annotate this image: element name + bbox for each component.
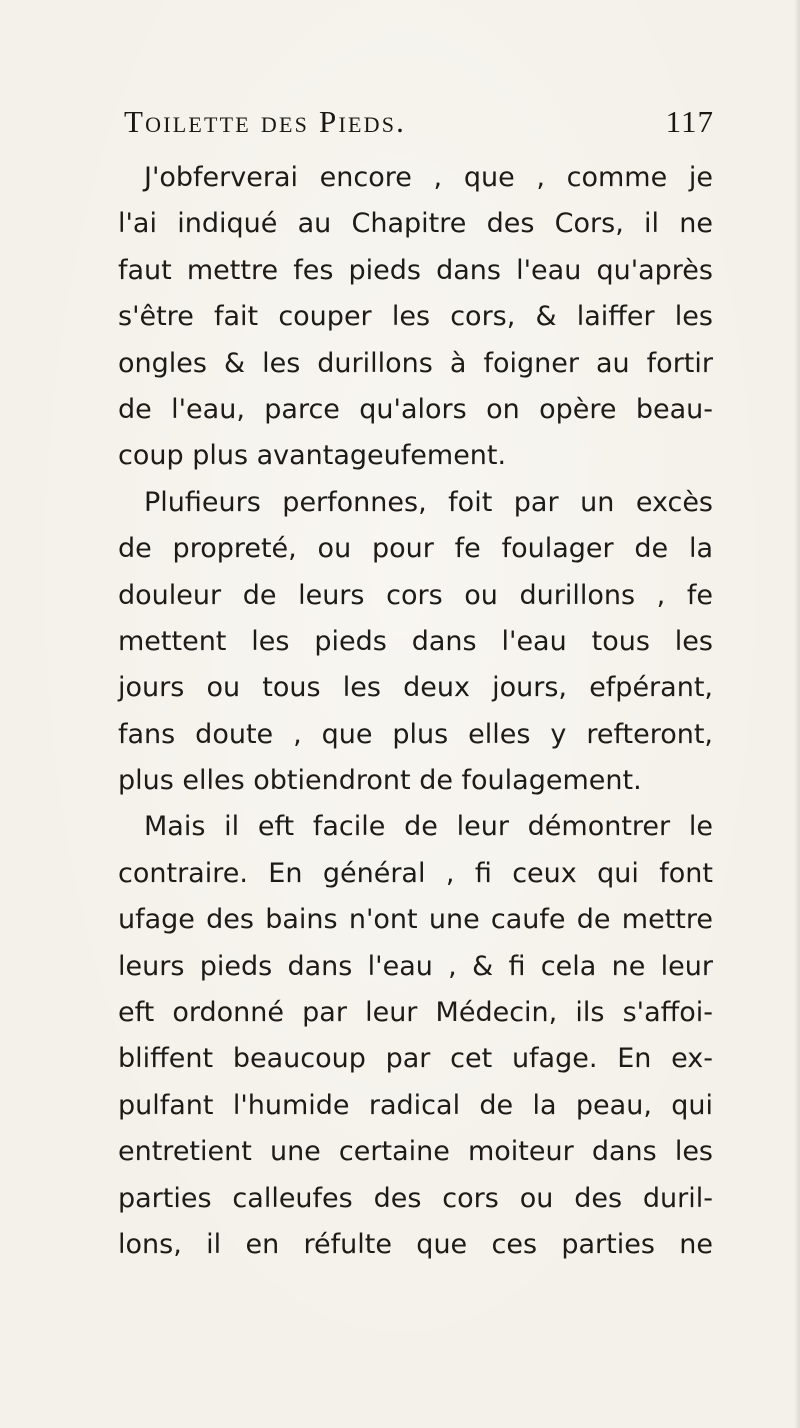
- body-text: [118, 155, 713, 1268]
- text-line: de l'eau, parce qu'alors on opère beau-: [118, 393, 713, 425]
- text-line: Mais il eft facile de leur démontrer le: [144, 811, 713, 843]
- text-line: ufage des bains n'ont une caufe de mettre: [118, 904, 713, 936]
- text-line: entretient une certaine moiteur dans les: [118, 1136, 713, 1168]
- text-line: pulfant l'humide radical de la peau, qui: [118, 1089, 713, 1121]
- text-line: ongles & les durillons à foigner au fortir: [118, 347, 713, 379]
- text-line: faut mettre fes pieds dans l'eau qu'après: [118, 254, 713, 286]
- text-line: plus elles obtiendront de foulagement.: [118, 765, 642, 797]
- text-line: s'être fait couper les cors, & laiffer les: [118, 301, 713, 333]
- page-number: 117: [665, 104, 714, 139]
- text-line: de propreté, ou pour fe foulager de la: [118, 533, 713, 565]
- text-line: mettent les pieds dans l'eau tous les: [118, 625, 713, 657]
- text-line: leurs pieds dans l'eau , & fi cela ne leur: [118, 950, 713, 982]
- text-line: jours ou tous les deux jours, efpérant,: [118, 672, 713, 704]
- text-line: coup plus avantageufement.: [118, 440, 507, 472]
- text-line: contraire. En général , fi ceux qui font: [118, 857, 713, 889]
- text-line: parties calleufes des cors ou des duril-: [118, 1182, 713, 1214]
- running-title: Toilette des Pieds.: [124, 104, 407, 139]
- page-edge-shadow: [794, 0, 800, 1428]
- text-line: lons, il en réfulte que ces parties ne: [118, 1228, 713, 1260]
- text-line: l'ai indiqué au Chapitre des Cors, il ne: [118, 208, 713, 240]
- text-line: fans doute , que plus elles y refteront,: [118, 718, 713, 750]
- text-line: bliffent beaucoup par cet ufage. En ex-: [118, 1043, 713, 1075]
- text-line: eft ordonné par leur Médecin, ils s'affoi-: [118, 997, 713, 1029]
- page-header: [124, 99, 714, 145]
- text-line: J'obferverai encore , que , comme je: [144, 162, 713, 193]
- text-line: douleur de leurs cors ou durillons , fe: [118, 579, 713, 611]
- text-line: Plufieurs perfonnes, foit par un excès: [144, 486, 713, 518]
